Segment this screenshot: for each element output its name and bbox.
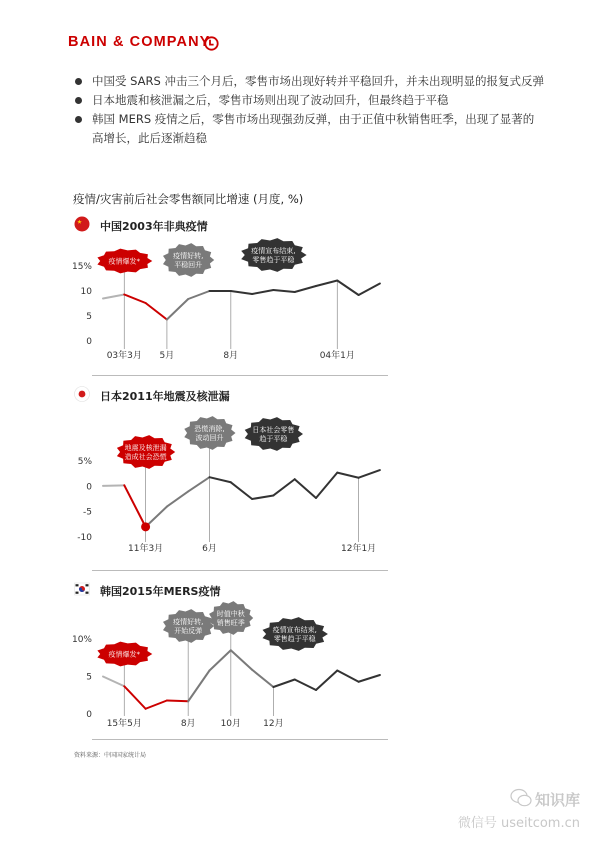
- x-tick-label: 5月: [159, 351, 175, 361]
- y-tick-label: 5%: [77, 457, 92, 467]
- series-segment: [359, 675, 380, 682]
- series-segment: [188, 477, 209, 491]
- china-panel-title: 中国2003年非典疫情: [100, 220, 208, 233]
- bain-logo-text: BAIN & COMPANY: [68, 34, 211, 50]
- series-segment: [316, 671, 337, 691]
- series-segment: [231, 291, 252, 294]
- callout-label: 疫情宣布结束,: [251, 247, 296, 255]
- callout-box: [163, 609, 214, 643]
- series-segment: [295, 286, 316, 292]
- y-tick-label: 0: [86, 710, 92, 720]
- series-segment: [337, 473, 358, 478]
- x-tick-label: 12年1月: [341, 544, 377, 554]
- callout-label: 疫情爆发*: [108, 650, 141, 659]
- series-segment: [273, 680, 294, 688]
- panel-divider: [92, 375, 388, 376]
- y-tick-label: 0: [86, 482, 92, 493]
- japan-panel-title: 日本2011年地震及核泄漏: [100, 390, 230, 403]
- watermark-sub: 微信号 useitcom.cn: [457, 816, 580, 831]
- series-segment: [252, 290, 273, 294]
- x-tick-label: 15年5月: [106, 719, 142, 729]
- series-segment: [124, 295, 145, 304]
- panel-divider: [92, 739, 388, 740]
- watermark-name: 知识库: [534, 791, 580, 809]
- series-segment: [337, 671, 358, 682]
- callout-label: 日本社会零售: [252, 426, 295, 434]
- callout-label: 销售旺季: [216, 619, 245, 627]
- series-segment: [103, 295, 124, 299]
- callout-label: 造成社会恐慌: [124, 453, 167, 461]
- x-tick-label: 10月: [220, 719, 242, 729]
- callout-label: 疫情爆发*: [108, 257, 141, 266]
- callout-box: [117, 435, 175, 469]
- callout-label: 趋于平稳: [259, 435, 288, 443]
- x-tick-label: 11年3月: [128, 544, 164, 554]
- x-tick-label: 12月: [263, 719, 284, 729]
- x-tick-label: 04年1月: [319, 351, 355, 361]
- series-segment: [103, 677, 124, 687]
- series-segment: [124, 686, 145, 709]
- series-segment: [231, 650, 252, 670]
- series-segment: [167, 701, 188, 702]
- bullet-item: 韩国 MERS 疫情之后，零售市场出现强劲反弹，由于正值中秋销售旺季，出现了显著的高增长，此后逐渐趋稳: [74, 110, 544, 148]
- y-tick-label: 15%: [71, 262, 92, 272]
- series-segment: [316, 473, 337, 498]
- watermark: [458, 788, 580, 836]
- series-segment: [359, 470, 380, 478]
- section-title: 疫情/灾害前后社会零售额同比增速 (月度, %): [73, 192, 304, 206]
- callout-label: 地震及核泄漏: [124, 444, 167, 452]
- x-tick-label: 8月: [223, 351, 239, 361]
- series-segment: [124, 485, 145, 527]
- callout-box: [245, 417, 303, 451]
- bullet-item: 日本地震和核泄漏之后，零售市场则出现了波动回升，但最终趋于平稳: [74, 91, 544, 110]
- callout-label: 开始反弹: [174, 627, 203, 635]
- series-segment: [188, 671, 209, 702]
- callout-label: 平稳回升: [174, 261, 203, 269]
- source-note: 资料来源：中国国家统计局: [74, 752, 147, 759]
- series-segment: [231, 482, 252, 499]
- y-tick-label: -10: [77, 533, 92, 543]
- series-segment: [103, 485, 124, 486]
- series-segment: [146, 303, 167, 320]
- bain-logo-icon: [204, 36, 219, 51]
- series-segment: [210, 650, 231, 670]
- series-segment: [359, 284, 380, 296]
- series-segment: [167, 491, 188, 506]
- japan-retail-chart: [0, 410, 600, 570]
- callout-box: [209, 601, 253, 635]
- panel-divider: [92, 570, 388, 571]
- callout-label: 疫情好转,: [173, 252, 204, 260]
- japan-flag-icon: [74, 386, 90, 402]
- callout-label: 恐慌消除,: [194, 425, 225, 433]
- korea-retail-chart: [0, 598, 600, 738]
- series-segment: [295, 680, 316, 691]
- y-tick-label: -5: [83, 507, 92, 518]
- x-tick-label: 03年3月: [106, 351, 142, 361]
- series-segment: [273, 479, 294, 495]
- series-segment: [337, 281, 358, 296]
- y-tick-label: 5: [86, 312, 92, 322]
- series-segment: [210, 477, 231, 482]
- series-segment: [252, 670, 273, 687]
- callout-label: 疫情好转,: [173, 618, 204, 626]
- trough-point: [141, 522, 150, 531]
- y-tick-label: 0: [86, 337, 92, 347]
- callout-label: 零售趋于平稳: [273, 635, 316, 643]
- callout-box: [263, 617, 328, 651]
- callout-label: 波动回升: [195, 434, 224, 442]
- callout-label: 时值中秋: [216, 610, 245, 618]
- y-tick-label: 5: [86, 672, 92, 683]
- callout-label: 零售趋于平稳: [252, 256, 295, 264]
- callout-box: [184, 416, 235, 450]
- series-segment: [252, 495, 273, 499]
- y-tick-label: 10: [80, 287, 92, 297]
- series-segment: [273, 290, 294, 292]
- callout-box: [163, 243, 214, 277]
- series-segment: [188, 291, 209, 299]
- callout-box: [241, 238, 306, 272]
- summary-bullets: [74, 72, 544, 148]
- china-retail-chart: [0, 225, 600, 375]
- bullet-item: 中国受 SARS 冲击三个月后，零售市场出现好转并平稳回升，并未出现明显的报复式反弹: [74, 72, 544, 91]
- y-tick-label: 10%: [71, 635, 92, 645]
- korea-panel-title: 韩国2015年MERS疫情: [100, 585, 221, 598]
- series-segment: [295, 479, 316, 498]
- x-tick-label: 8月: [180, 719, 196, 729]
- series-segment: [146, 701, 167, 709]
- series-segment: [316, 281, 337, 287]
- korea-flag-icon: [74, 581, 90, 597]
- series-segment: [167, 299, 188, 320]
- x-tick-label: 6月: [202, 544, 217, 554]
- callout-label: 疫情宣布结束,: [272, 626, 317, 634]
